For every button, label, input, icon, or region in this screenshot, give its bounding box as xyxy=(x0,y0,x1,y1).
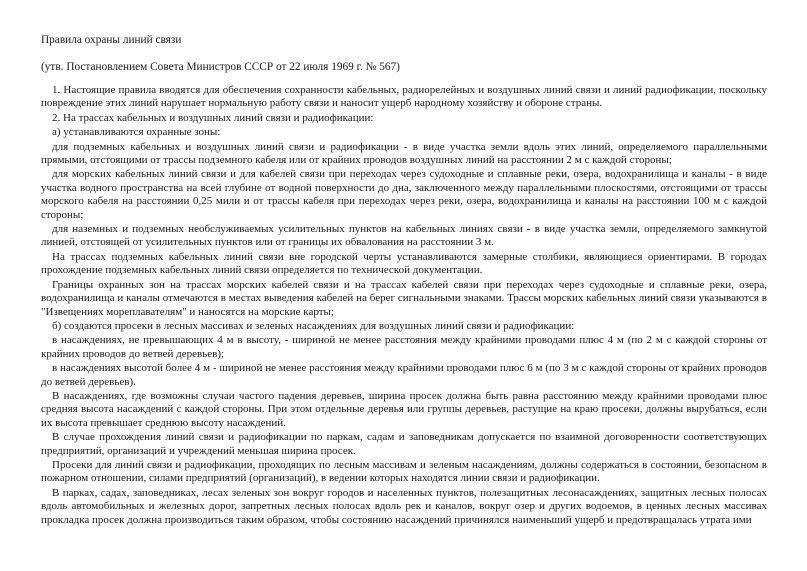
paragraph-14: Просеки для линий связи и радиофикации, проходящих по лесным массивам и зеленым насаждениям, должны содержаться в состоянии, безопасном в пожарном отношении, силами предприятий (организаций), в ведении которых находятся линии связи и радиофикации. xyxy=(41,458,767,485)
paragraph-10: в насаждениях, не превышающих 4 м в высоту, - шириной не менее расстояния между крайними проводами плюс 4 м (по 2 м с каждой стороны от крайних проводов до ветвей деревьев); xyxy=(41,334,767,360)
paragraph-11: в насаждениях высотой более 4 м - шириной не менее расстояния между крайними проводами плюс 6 м (по 3 м с каждой стороны от крайних проводов до ветвей деревьев). xyxy=(41,362,767,388)
paragraph-7: На трассах подземных кабельных линий связи вне городской черты устанавливаются замерные столбики, являющиеся ориентирами. В городах прохождение подземных кабельных линий связи определяется по технической документации. xyxy=(41,250,767,277)
paragraph-2: 2. На трассах кабельных и воздушных линий связи и радиофикации: xyxy=(52,111,374,124)
paragraph-13: В случае прохождения линий связи и радиофикации по паркам, садам и заповедникам допускается по взаимной договоренности соответствующих предприятий, организаций и учреждений меньшая ширина просек. xyxy=(41,431,767,457)
paragraph-12: В насаждениях, где возможны случаи частого падения деревьев, ширина просек должна быть равна расстоянию между крайними проводами плюс средняя высота насаждений с каждой стороны. При этом отдельные деревья или группы деревьев, растущие на краю просеки, должны вырубаться, если их высота превышает среднюю высоту насаждений. xyxy=(41,389,767,429)
paragraph-5: для морских кабельных линий связи и для кабелей связи при переходах через судоходные и сплавные реки, озера, водохранилища и каналы - в виде участка водного пространства на всей глубине от водной поверхности до дна, заключенного между параллельными плоскостями, отстоящими от трассы морского кабеля на расстоянии 0,25 мили и от трассы кабеля при переходах через реки, озера, водохранилища и каналы на расстоянии 100 м с каждой стороны; xyxy=(41,168,767,221)
paragraph-15: В парках, садах, заповедниках, лесах зеленых зон вокруг городов и населенных пунктов, полезащитных лесонасаждениях, защитных лесных полосах вдоль автомобильных и железных дорог, запретных лесных полосах вдоль рек и каналов, вокруг озер и других водоемов, в ценных лесных массивах прокладка просек должна производиться таким образом, чтобы состоянию насаждений причинялся наименьший ущерб и предотвращалась утрата ими xyxy=(41,486,767,526)
document-subtitle: (утв. Постановлением Совета Министров СССР от 22 июля 1969 г. № 567) xyxy=(41,61,400,73)
document-body xyxy=(41,84,767,527)
document-title: Правила охраны линий связи xyxy=(41,34,182,46)
paragraph-4: для подземных кабельных и воздушных линий связи и радиофикации - в виде участка земли вдоль этих линий, определяемого параллельными прямыми, отстоящими от трассы подземного кабеля или от крайних проводов воздушных линий на расстоянии 2 м с каждой стороны; xyxy=(41,140,767,167)
paragraph-1: 1. Настоящие правила вводятся для обеспечения сохранности кабельных, радиорелейных и воздушных линий связи и линий радиофикации, поскольку повреждение этих линий нарушает нормальную работу связи и наносит ущерб народному хозяйству и обороне страны. xyxy=(41,84,767,110)
paragraph-6: для наземных и подземных необслуживаемых усилительных пунктов на кабельных линиях связи - в виде участка земли, определяемого замкнутой линией, отстоящей от усилительных пунктов или от границы их обвалования на расстоянии 3 м. xyxy=(41,223,767,249)
paragraph-3: а) устанавливаются охранные зоны: xyxy=(52,126,221,139)
paragraph-9: б) создаются просеки в лесных массивах и зеленых насаждениях для воздушных линий связи и радиофикации: xyxy=(52,319,575,332)
paragraph-8: Границы охранных зон на трассах морских кабелей связи и на трассах кабелей связи при переходах через судоходные и сплавные реки, озера, водохранилища и каналы отмечаются в местах выведения кабелей на берег сигнальными знаками. Трассы морских кабельных линий связи указываются в "Извещениях мореплавателям" и наносятся на морские карты; xyxy=(41,278,767,318)
